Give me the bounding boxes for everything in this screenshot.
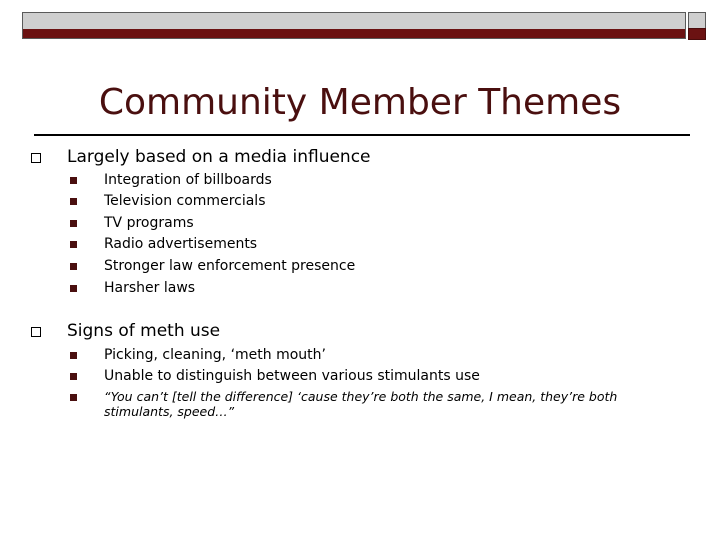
list-item-text: Radio advertisements bbox=[104, 236, 258, 252]
list-item-text: Integration of billboards bbox=[104, 172, 272, 188]
header-decor-bar bbox=[22, 12, 686, 39]
filled-square-bullet-icon bbox=[70, 177, 77, 184]
corner-decor-box-accent bbox=[688, 28, 706, 40]
hollow-square-bullet-icon bbox=[31, 327, 41, 337]
filled-square-bullet-icon bbox=[70, 220, 77, 227]
header-decor-stripe bbox=[23, 29, 685, 38]
filled-square-bullet-icon bbox=[70, 263, 77, 270]
list-item-text: Unable to distinguish between various stimulants use bbox=[104, 368, 480, 384]
filled-square-bullet-icon bbox=[70, 373, 77, 380]
hollow-square-bullet-icon bbox=[31, 153, 41, 163]
quote-text: “You can’t [tell the difference] ‘cause they’re both the same, I mean, they’re both stimulants, speed…” bbox=[104, 389, 618, 419]
list-item-text: Television commercials bbox=[104, 193, 266, 209]
slide-title: Community Member Themes bbox=[98, 82, 622, 123]
list-item-text: Picking, cleaning, ‘meth mouth’ bbox=[104, 347, 326, 363]
list-item-text: Harsher laws bbox=[104, 280, 196, 296]
filled-square-bullet-icon bbox=[70, 285, 77, 292]
filled-square-bullet-icon bbox=[70, 352, 77, 359]
title-divider bbox=[34, 134, 690, 136]
section-heading-text: Largely based on a media influence bbox=[67, 147, 371, 167]
filled-square-bullet-icon bbox=[70, 394, 77, 401]
filled-square-bullet-icon bbox=[70, 198, 77, 205]
filled-square-bullet-icon bbox=[70, 241, 77, 248]
section-heading-text: Signs of meth use bbox=[67, 321, 221, 341]
list-item-text: TV programs bbox=[104, 215, 194, 231]
list-item-text: Stronger law enforcement presence bbox=[104, 258, 356, 274]
